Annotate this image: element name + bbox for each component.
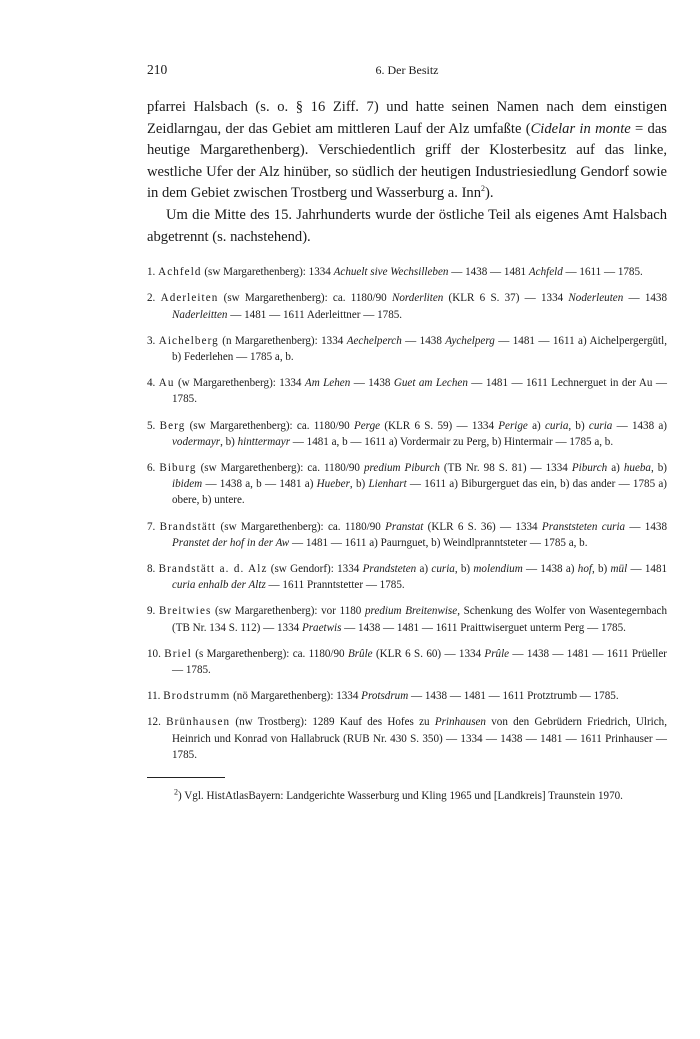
place-entry bbox=[147, 646, 667, 678]
italic-text: Aechelperch bbox=[346, 334, 402, 347]
text-run: , b) bbox=[220, 435, 238, 448]
italic-text: Aychelperg bbox=[445, 334, 495, 347]
text-run: (w Margarethenberg): 1334 bbox=[174, 377, 305, 390]
text-run: , b) bbox=[650, 461, 667, 474]
text-run: Um die Mitte des 15. Jahrhunderts wurde der östliche Teil als eigenes Amt Halsbach abgetrennt (s. nachstehend). bbox=[147, 206, 667, 245]
italic-text: molendium bbox=[473, 563, 523, 575]
place-entry bbox=[147, 290, 667, 322]
italic-text: Pranstet der hof in der Aw bbox=[172, 536, 290, 549]
text-run: — 1438 bbox=[625, 520, 667, 533]
page-header bbox=[147, 58, 667, 78]
text-run: , b) bbox=[349, 478, 369, 491]
text-run: — 1438 a) bbox=[522, 563, 578, 575]
italic-text: Cidelar in monte bbox=[530, 120, 631, 137]
italic-text: hueba bbox=[623, 461, 651, 474]
italic-text: curia bbox=[431, 563, 455, 575]
text-run: , b) bbox=[454, 563, 474, 575]
footnote-reference: 2 bbox=[481, 184, 486, 194]
text-run: (sw Margarethenberg): vor 1180 bbox=[211, 605, 365, 618]
book-page bbox=[147, 58, 667, 804]
text-run: (sw Margarethenberg): ca. 1180/90 bbox=[196, 461, 364, 474]
italic-text: Achuelt sive Wechsilleben bbox=[333, 266, 449, 279]
italic-text: Piburch bbox=[571, 461, 608, 474]
entry-number: 8. bbox=[147, 563, 156, 575]
italic-text: ibidem bbox=[172, 478, 203, 491]
text-run: — 1481 — 1611 a) Aichelpergergütl, b) Federlehen — 1785 a, b. bbox=[172, 334, 667, 363]
place-name: Briel bbox=[164, 647, 192, 660]
text-run: (sw Gendorf): 1334 bbox=[267, 563, 363, 575]
place-name: Breitwies bbox=[158, 605, 212, 618]
place-entry bbox=[147, 375, 667, 407]
text-run: (sw Margarethenberg): ca. 1180/90 bbox=[216, 520, 386, 533]
text-run: — 1611 a) Biburgerguet das ein, b) das ander — 1785 a) obere, b) untere. bbox=[172, 478, 667, 507]
place-name: Berg bbox=[159, 419, 186, 432]
text-run: , b) bbox=[568, 419, 589, 432]
italic-text: curia bbox=[588, 419, 613, 432]
place-name: Brandstätt a. d. Alz bbox=[158, 563, 268, 575]
italic-text: curia enhalb der Altz bbox=[172, 579, 266, 592]
text-run: (sw Margarethenberg): 1334 bbox=[201, 266, 334, 279]
text-run: — 1481 — 1611 a) Paurnguet, b) Weindlpranntsteter — 1785 a, b. bbox=[289, 536, 588, 549]
place-name: Aderleiten bbox=[160, 292, 219, 305]
italic-text: Prinhausen bbox=[434, 716, 486, 729]
place-entry bbox=[147, 603, 667, 635]
text-run: ). bbox=[485, 185, 494, 202]
italic-text: Guet am Lechen bbox=[393, 377, 468, 390]
place-name: Brodstrumm bbox=[163, 690, 231, 703]
entry-number: 2. bbox=[147, 292, 156, 305]
entry-number: 12. bbox=[147, 716, 161, 729]
text-run: (nw Trostberg): 1289 Kauf des Hofes zu bbox=[230, 716, 435, 729]
text-run: (KLR 6 S. 36) — 1334 bbox=[423, 520, 542, 533]
text-run: a) bbox=[527, 419, 545, 432]
italic-text: Noderleuten bbox=[568, 292, 624, 305]
text-run: — 1481 bbox=[627, 563, 668, 575]
place-entry bbox=[147, 418, 667, 450]
text-run: (nö Margarethenberg): 1334 bbox=[230, 690, 362, 703]
intro-paragraph bbox=[147, 97, 667, 205]
text-run: (KLR 6 S. 59) — 1334 bbox=[380, 419, 499, 432]
italic-text: Perge bbox=[353, 419, 381, 432]
italic-text: Perige bbox=[498, 419, 528, 432]
text-run: pfarrei Halsbach (s. o. § 16 Ziff. 7) und hatte seinen Namen nach dem einstigen Zeidlarngau, der das Gebiet am mittleren Lauf der Alz umfaßte ( bbox=[147, 99, 667, 137]
entry-number: 10. bbox=[147, 647, 161, 660]
text-run: — 1481 a, b — 1611 a) Vordermair zu Perg, b) Hintermair — 1785 a, b. bbox=[290, 435, 614, 448]
text-run: — 1611 — 1785. bbox=[562, 266, 643, 279]
entry-number: 4. bbox=[147, 377, 156, 390]
entry-number: 7. bbox=[147, 520, 156, 533]
italic-text: Pranststeten curia bbox=[541, 520, 626, 533]
text-run: — 1438 a, b — 1481 a) bbox=[202, 478, 317, 491]
text-run: a) bbox=[607, 461, 624, 474]
text-run: , b) bbox=[591, 563, 611, 575]
italic-text: Lienhart bbox=[368, 478, 407, 491]
italic-text: Naderleitten bbox=[172, 308, 228, 321]
italic-text: curia bbox=[544, 419, 569, 432]
italic-text: mül bbox=[610, 563, 628, 575]
italic-text: predium Breitenwise bbox=[365, 605, 458, 618]
text-run: — 1611 Pranntstetter — 1785. bbox=[265, 579, 405, 592]
text-run: — 1481 — 1611 Lechnerguet in der Au — 1785. bbox=[172, 377, 667, 406]
intro-paragraph bbox=[147, 205, 667, 248]
text-run: (sw Margarethenberg): ca. 1180/90 bbox=[218, 292, 392, 305]
entry-number: 5. bbox=[147, 419, 156, 432]
italic-text: Praetwis bbox=[301, 621, 342, 634]
footnote-marker: 2 bbox=[174, 787, 178, 797]
place-entry-list bbox=[147, 264, 667, 763]
place-entry bbox=[147, 264, 667, 280]
place-name: Brünhausen bbox=[166, 716, 231, 729]
italic-text: hof bbox=[577, 563, 592, 575]
place-entry bbox=[147, 688, 667, 704]
running-title: 6. Der Besitz bbox=[375, 63, 439, 77]
text-run: — 1481 — 1611 Aderleittner — 1785. bbox=[227, 308, 403, 321]
place-name: Brandstätt bbox=[159, 520, 217, 533]
place-name: Biburg bbox=[159, 461, 197, 474]
text-run: (n Margarethenberg): 1334 bbox=[218, 334, 347, 347]
text-run: von den Gebrüdern Friedrich, Ulrich, Heinrich und Konrad von Hallabruck (RUB Nr. 430 S. 350) — 1334 — 1438 — 1481 — 1611 Prinhauser — 1785. bbox=[172, 716, 667, 761]
text-run: — 1438 — 1481 — 1611 Prüeller — 1785. bbox=[172, 647, 667, 677]
italic-text: Hueber bbox=[316, 478, 350, 491]
entry-number: 9. bbox=[147, 605, 156, 618]
text-run: — 1438 — 1481 — 1611 Praittwiserguet unterm Perg — 1785. bbox=[341, 621, 626, 634]
italic-text: Protsdrum bbox=[361, 690, 409, 703]
text-run: — 1438 — 1481 bbox=[448, 266, 529, 279]
text-run: — 1438 bbox=[401, 334, 446, 347]
place-name: Achfeld bbox=[158, 266, 202, 279]
place-name: Au bbox=[158, 377, 175, 390]
italic-text: Pranstat bbox=[385, 520, 424, 533]
italic-text: Norderliten bbox=[391, 292, 444, 305]
place-entry bbox=[147, 561, 667, 593]
text-run: (sw Margarethenberg): ca. 1180/90 bbox=[185, 419, 354, 432]
text-run: a) bbox=[416, 563, 432, 575]
text-run: (TB Nr. 98 S. 81) — 1334 bbox=[439, 461, 572, 474]
italic-text: Am Lehen bbox=[304, 377, 351, 390]
text-run: — 1438 bbox=[623, 292, 668, 305]
place-entry bbox=[147, 333, 667, 365]
italic-text: Brûle bbox=[347, 647, 373, 660]
footnote-rule bbox=[147, 777, 225, 778]
italic-text: vodermayr bbox=[172, 435, 221, 448]
italic-text: predium Piburch bbox=[363, 461, 440, 474]
entry-number: 3. bbox=[147, 334, 156, 347]
text-run: — 1438 a) bbox=[612, 419, 667, 432]
text-run: (KLR 6 S. 60) — 1334 bbox=[372, 647, 485, 660]
italic-text: Prandsteten bbox=[362, 563, 417, 575]
italic-text: Achfeld bbox=[528, 266, 563, 279]
footnote-text: ) Vgl. HistAtlasBayern: Landgerichte Wasserburg und Kling 1965 und [Landkreis] Traunstein 1970. bbox=[178, 790, 623, 803]
place-entry bbox=[147, 460, 667, 509]
italic-text: hinttermayr bbox=[237, 435, 291, 448]
text-run: — 1438 — 1481 — 1611 Protztrumb — 1785. bbox=[408, 690, 619, 703]
entry-number: 1. bbox=[147, 266, 156, 279]
text-run: = das heutige Margarethenberg). Verschiedentlich griff der Klosterbesitz auf das linke, westliche Ufer der Alz hinüber, so südlich der heutigen Industriesiedlung Gendorf sowie in dem Gebiet zwischen Trostberg und Wasserburg a. Inn bbox=[147, 120, 667, 202]
page-number: 210 bbox=[147, 62, 168, 77]
text-run: (KLR 6 S. 37) — 1334 bbox=[443, 292, 569, 305]
text-run: , Schenkung des Wolfer von Wasentegernbach (TB Nr. 134 S. 112) — 1334 bbox=[172, 605, 668, 634]
entry-number: 6. bbox=[147, 461, 156, 474]
footnote bbox=[147, 788, 667, 804]
place-entry bbox=[147, 519, 667, 551]
text-run: (s Margarethenberg): ca. 1180/90 bbox=[191, 647, 348, 660]
intro-text bbox=[147, 97, 667, 248]
place-name: Aichelberg bbox=[158, 334, 219, 347]
entry-number: 11. bbox=[147, 690, 161, 703]
text-run: — 1438 bbox=[350, 377, 394, 390]
italic-text: Prûle bbox=[484, 647, 510, 660]
place-entry bbox=[147, 714, 667, 763]
